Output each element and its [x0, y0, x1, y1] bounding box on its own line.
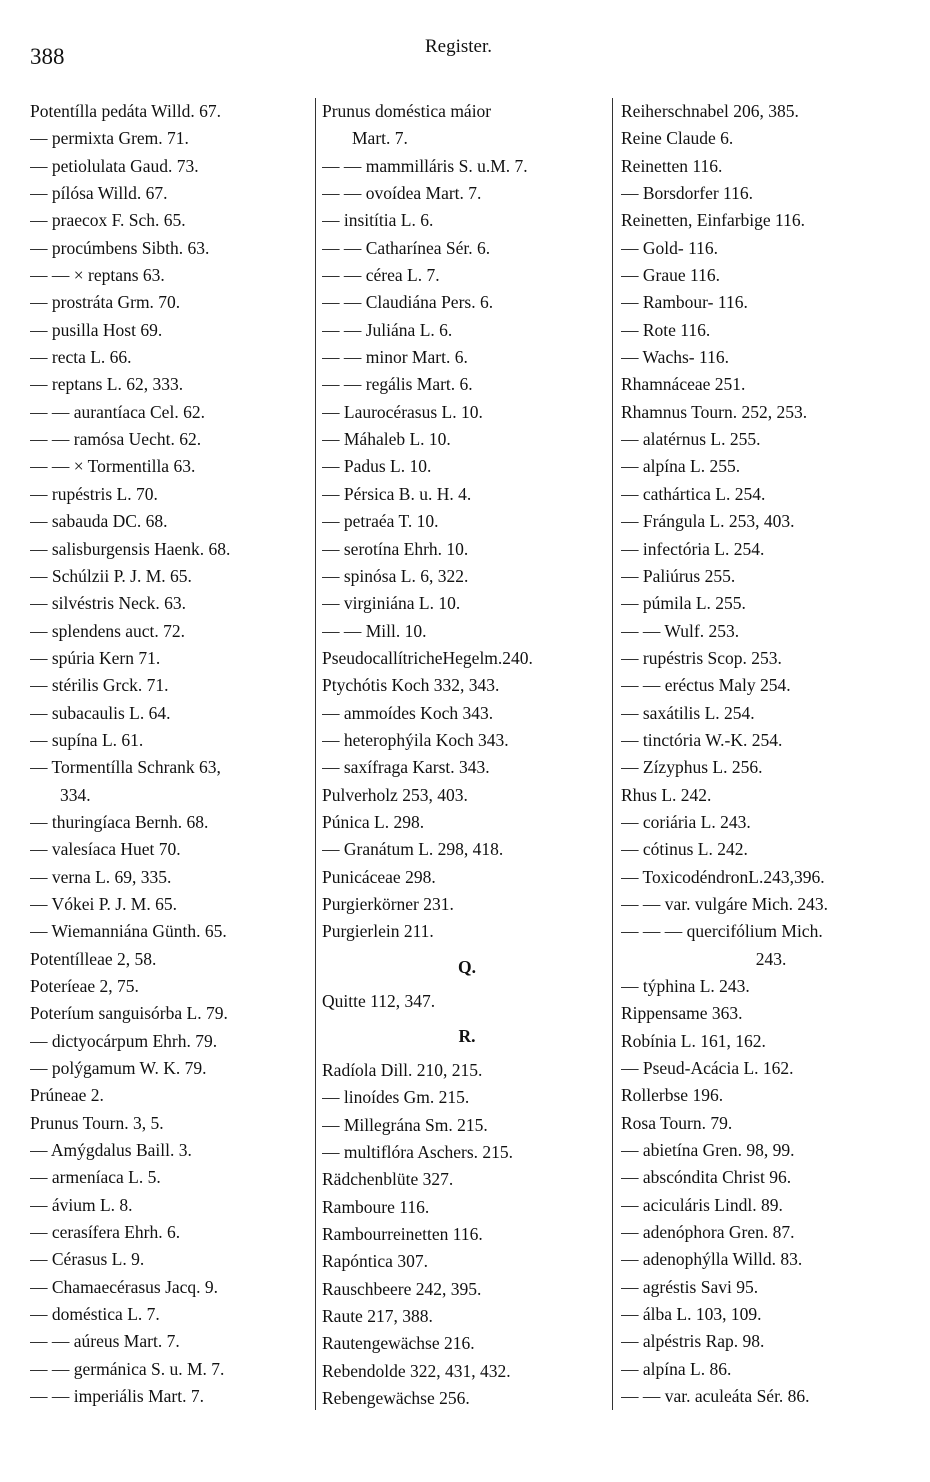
index-entry-continuation: 334. — [60, 784, 91, 805]
index-entry: — alpína L. 86. — [621, 1358, 732, 1379]
index-entry: Rambourreinetten 116. — [322, 1224, 483, 1245]
index-entry: — multiflóra Aschers. 215. — [322, 1142, 514, 1163]
index-entry: Purgierlein 211. — [322, 921, 434, 942]
index-entry: — serotína Ehrh. 10. — [322, 538, 469, 559]
index-entry: — virginiána L. 10. — [322, 593, 461, 614]
index-entry: — Schúlzii P. J. M. 65. — [30, 565, 192, 586]
index-entry: — Frángula L. 253, 403. — [621, 511, 795, 532]
index-entry: — — Wulf. 253. — [621, 620, 740, 641]
index-entry: Rädchenblüte 327. — [322, 1169, 454, 1190]
index-entry: — praecox F. Sch. 65. — [30, 210, 186, 231]
index-entry: — — Juliána L. 6. — [322, 319, 453, 340]
index-entry: — dictyocárpum Ehrh. 79. — [30, 1030, 218, 1051]
index-entry: — — regális Mart. 6. — [322, 374, 473, 395]
index-entry: — prostráta Grm. 70. — [30, 292, 181, 313]
index-entry: — verna L. 69, 335. — [30, 866, 172, 887]
index-entry: Potentílla pedáta Willd. 67. — [30, 101, 221, 121]
index-entry: — Millegrána Sm. 215. — [322, 1114, 488, 1135]
index-entry: — — eréctus Maly 254. — [621, 675, 791, 696]
index-entry: — — cérea L. 7. — [322, 265, 440, 286]
index-entry: — thuringíaca Bernh. 68. — [30, 811, 209, 832]
index-entry: — linoídes Gm. 215. — [322, 1087, 470, 1108]
index-entry: Rhus L. 242. — [621, 784, 712, 805]
index-entry: — coriária L. 243. — [621, 811, 751, 832]
index-entry: — Pérsica B. u. H. 4. — [322, 483, 472, 504]
index-entry: — Chamaecérasus Jacq. 9. — [30, 1276, 219, 1297]
index-entry: Pulverholz 253, 403. — [322, 784, 468, 805]
index-entry: — Borsdorfer 116. — [621, 183, 754, 204]
index-entry: — tinctória W.-K. 254. — [621, 729, 783, 750]
index-entry: Ptychótis Koch 332, 343. — [322, 675, 500, 696]
index-entry: Prunus doméstica máior — [322, 101, 492, 121]
index-entry: — salisburgensis Haenk. 68. — [30, 538, 231, 559]
index-entry: — polýgamum W. K. 79. — [30, 1058, 207, 1079]
index-entry-continuation: 243. — [755, 948, 787, 969]
index-entry: Ramboure 116. — [322, 1196, 430, 1217]
index-entry: — rupéstris L. 70. — [30, 483, 158, 504]
index-entry: — saxátilis L. 254. — [621, 702, 755, 723]
index-entry: Prúneae 2. — [30, 1085, 104, 1106]
index-entry: — cerasífera Ehrh. 6. — [30, 1222, 181, 1243]
index-entry: — — Claudiána Pers. 6. — [322, 292, 494, 313]
page-number: 388 — [30, 44, 65, 69]
index-entry: Reine Claude 6. — [621, 128, 734, 149]
index-entry: — álba L. 103, 109. — [621, 1304, 762, 1325]
index-entry: — supína L. 61. — [30, 729, 144, 750]
index-entry: Púnica L. 298. — [322, 811, 425, 832]
index-entry: — cathártica L. 254. — [621, 483, 766, 504]
index-entry: — abietína Gren. 98, 99. — [621, 1140, 795, 1161]
index-entry: — Tormentílla Schrank 63, — [30, 757, 221, 778]
index-entry: Rebendolde 322, 431, 432. — [322, 1360, 511, 1381]
index-entry-continuation: Mart. 7. — [352, 128, 408, 149]
index-entry: — spinósa L. 6, 322. — [322, 565, 469, 586]
index-entry: Punicáceae 298. — [322, 866, 436, 887]
index-entry: Rhamnáceae 251. — [621, 374, 746, 395]
index-entry: — Zízyphus L. 256. — [621, 757, 763, 778]
index-entry: Rhamnus Tourn. 252, 253. — [621, 401, 808, 422]
index-entry: — Laurocérasus L. 10. — [322, 401, 483, 422]
index-entry: — Amýgdalus Baill. 3. — [30, 1140, 192, 1161]
index-entry: — — minor Mart. 6. — [322, 347, 468, 368]
index-entry: — reptans L. 62, 333. — [30, 374, 184, 395]
section-letter: R. — [458, 1026, 476, 1046]
index-entry: — spúria Kern 71. — [30, 647, 161, 668]
index-entry: — — ramósa Uecht. 62. — [30, 429, 202, 450]
index-entry: Rapóntica 307. — [322, 1251, 428, 1272]
index-entry: — rupéstris Scop. 253. — [621, 647, 782, 668]
index-entry: — permixta Grem. 71. — [30, 128, 189, 149]
index-entry: — valesíaca Huet 70. — [30, 839, 181, 860]
index-entry: — abscóndita Christ 96. — [621, 1167, 792, 1188]
index-entry: — heterophýila Koch 343. — [322, 729, 509, 750]
index-entry: — pílósa Willd. 67. — [30, 183, 168, 204]
index-entry: — pusilla Host 69. — [30, 319, 163, 340]
index-column-right — [621, 98, 921, 1411]
index-entry: — — germánica S. u. M. 7. — [30, 1358, 225, 1379]
index-entry: — Cérasus L. 9. — [30, 1249, 145, 1270]
index-entry: — — var. vulgáre Mich. 243. — [621, 893, 829, 914]
index-entry: Rosa Tourn. 79. — [621, 1112, 733, 1133]
index-entry: — alpína L. 255. — [621, 456, 741, 477]
index-entry: Reinetten, Einfarbige 116. — [621, 210, 806, 231]
index-entry: — armeníaca L. 5. — [30, 1167, 161, 1188]
index-entry: — insitítia L. 6. — [322, 210, 434, 231]
index-entry: — Paliúrus 255. — [621, 565, 736, 586]
index-entry: Rippensame 363. — [621, 1003, 743, 1024]
index-entry: Poteríeae 2, 75. — [30, 976, 139, 996]
index-entry: — saxífraga Karst. 343. — [322, 757, 490, 778]
index-entry: Rollerbse 196. — [621, 1085, 724, 1106]
index-entry: — — mammilláris S. u.M. 7. — [322, 155, 528, 176]
index-entry: — infectória L. 254. — [621, 538, 765, 559]
index-entry: Rebengewächse 256. — [322, 1388, 470, 1409]
index-entry: Purgierkörner 231. — [322, 893, 454, 914]
index-entry: — — aurantíaca Cel. 62. — [30, 401, 205, 422]
index-entry: Potentílleae 2, 58. — [30, 948, 157, 969]
index-entry: — — — quercifólium Mich. — [621, 921, 823, 942]
index-entry: — Rote 116. — [621, 319, 711, 340]
running-head: Register. — [425, 36, 493, 57]
index-entry: — Vókei P. J. M. 65. — [30, 893, 177, 914]
index-entry: — ammoídes Koch 343. — [322, 702, 494, 723]
index-column-left — [30, 98, 316, 1411]
index-entry: Quitte 112, 347. — [322, 990, 436, 1011]
index-entry: — agréstis Savi 95. — [621, 1276, 759, 1297]
index-entry: — — Catharínea Sér. 6. — [322, 237, 491, 258]
index-entry: — aciculáris Lindl. 89. — [621, 1194, 783, 1215]
index-entry: — sabauda DC. 68. — [30, 511, 168, 532]
index-entry: PseudocallítricheHegelm.240. — [322, 647, 533, 668]
index-entry: — petraéa T. 10. — [322, 511, 439, 532]
index-entry: — — imperiális Mart. 7. — [30, 1386, 205, 1407]
index-entry: — — × Tormentilla 63. — [30, 456, 196, 477]
index-entry: — adenophýlla Willd. 83. — [621, 1249, 803, 1270]
index-entry: — týphina L. 243. — [621, 976, 750, 996]
index-entry: — subacaulis L. 64. — [30, 702, 171, 723]
index-entry: — stérilis Grck. 71. — [30, 675, 169, 696]
index-entry: Poteríum sanguisórba L. 79. — [30, 1003, 228, 1024]
column-divider — [315, 98, 316, 1410]
section-letter: Q. — [458, 956, 476, 977]
index-entry: — púmila L. 255. — [621, 593, 746, 614]
index-entry: — Graue 116. — [621, 265, 720, 286]
index-entry: — Rambour- 116. — [621, 292, 748, 313]
index-entry: — — var. aculeáta Sér. 86. — [621, 1386, 810, 1407]
index-entry: — Wiemanniána Günth. 65. — [30, 921, 227, 942]
index-entry: — ToxicodéndronL.243,396. — [621, 866, 825, 887]
index-entry: Radíola Dill. 210, 215. — [322, 1060, 483, 1080]
index-entry: — Granátum L. 298, 418. — [322, 839, 504, 860]
index-entry: — Wachs- 116. — [621, 347, 729, 368]
index-entry: — petiolulata Gaud. 73. — [30, 155, 199, 176]
index-entry: Reiherschnabel 206, 385. — [621, 101, 799, 121]
index-entry: — silvéstris Neck. 63. — [30, 593, 187, 614]
index-entry: — Gold- 116. — [621, 237, 719, 258]
index-entry: — cótinus L. 242. — [621, 839, 748, 860]
column-divider — [612, 98, 613, 1410]
index-entry: — adenóphora Gren. 87. — [621, 1222, 795, 1243]
index-entry: — — Mill. 10. — [322, 620, 427, 641]
index-entry: Rauschbeere 242, 395. — [322, 1278, 482, 1299]
index-entry: — procúmbens Sibth. 63. — [30, 237, 210, 258]
index-entry: — Pseud-Acácia L. 162. — [621, 1058, 794, 1079]
index-entry: Rautengewächse 216. — [322, 1333, 475, 1354]
index-entry: — alatérnus L. 255. — [621, 429, 761, 450]
index-entry: Robínia L. 161, 162. — [621, 1030, 766, 1051]
index-entry: — Padus L. 10. — [322, 456, 432, 477]
index-entry: — doméstica L. 7. — [30, 1304, 160, 1325]
index-entry: — ávium L. 8. — [30, 1194, 133, 1215]
index-entry: — alpéstris Rap. 98. — [621, 1331, 765, 1352]
index-entry: Raute 217, 388. — [322, 1306, 433, 1327]
index-entry: — splendens auct. 72. — [30, 620, 186, 641]
index-entry: — — aúreus Mart. 7. — [30, 1331, 180, 1352]
index-entry: Prunus Tourn. 3, 5. — [30, 1112, 164, 1133]
index-entry: Reinetten 116. — [621, 155, 723, 176]
index-entry: — — ovoídea Mart. 7. — [322, 183, 482, 204]
index-entry: — recta L. 66. — [30, 347, 132, 368]
index-column-middle — [322, 98, 612, 1412]
index-entry: — — × reptans 63. — [30, 265, 165, 286]
index-entry: — Máhaleb L. 10. — [322, 429, 451, 450]
